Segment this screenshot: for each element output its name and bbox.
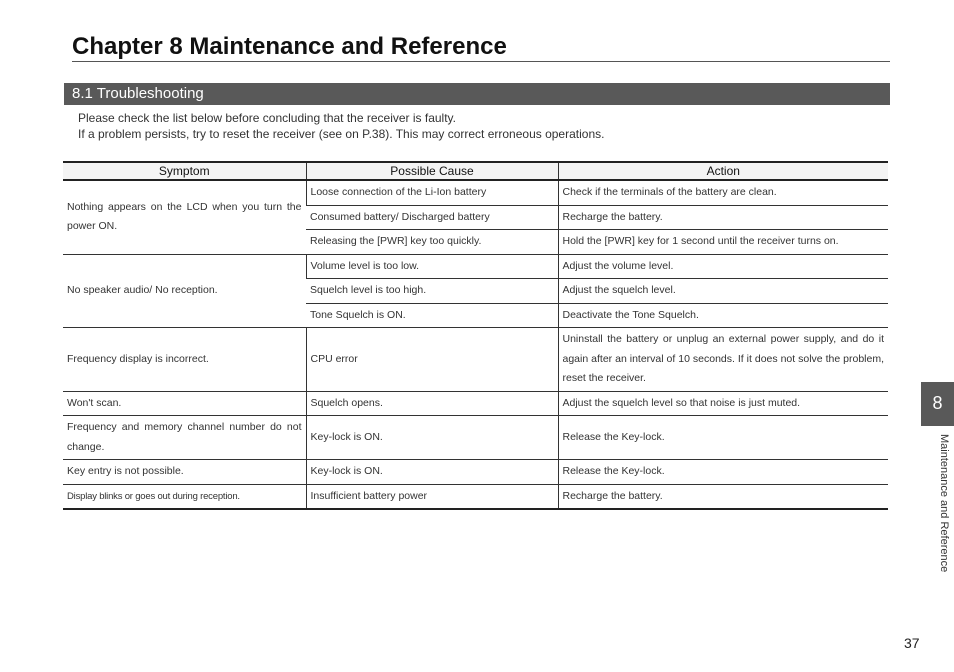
table-row [63,484,888,509]
table-row [63,460,888,485]
cause-cell: Key-lock is ON. [306,460,558,485]
action-cell: Deactivate the Tone Squelch. [558,303,888,328]
section-heading: 8.1 Troubleshooting [64,83,890,105]
symptom-cell: Frequency and memory channel number do not change. [63,416,306,460]
cause-cell: Squelch opens. [306,391,558,416]
table-row [63,328,888,392]
table-header-row [63,162,888,180]
action-cell: Adjust the volume level. [558,254,888,279]
intro-line: If a problem persists, try to reset the receiver (see on P.38). This may correct erroneous operations. [78,127,605,141]
cause-cell: CPU error [306,328,558,392]
symptom-cell: No speaker audio/ No reception. [63,254,306,328]
cause-cell: Loose connection of the Li-Ion battery [306,180,558,205]
cause-cell: Releasing the [PWR] key too quickly. [306,230,558,255]
intro-line: Please check the list below before concluding that the receiver is faulty. [78,111,456,125]
cause-cell: Volume level is too low. [306,254,558,279]
page-number: 37 [904,635,920,651]
header-action: Action [558,162,888,180]
table-row [63,391,888,416]
action-cell: Release the Key-lock. [558,416,888,460]
cause-cell: Tone Squelch is ON. [306,303,558,328]
chapter-tab: 8 [921,382,954,426]
cause-cell: Squelch level is too high. [306,279,558,304]
cause-cell: Consumed battery/ Discharged battery [306,205,558,230]
action-cell: Adjust the squelch level. [558,279,888,304]
header-symptom: Symptom [63,162,306,180]
action-cell: Hold the [PWR] key for 1 second until the receiver turns on. [558,230,888,255]
table-row [63,254,888,279]
header-possible-cause: Possible Cause [306,162,558,180]
action-cell: Adjust the squelch level so that noise is just muted. [558,391,888,416]
cause-cell: Insufficient battery power [306,484,558,509]
cause-cell: Key-lock is ON. [306,416,558,460]
symptom-cell: Nothing appears on the LCD when you turn the power ON. [63,180,306,254]
symptom-cell: Key entry is not possible. [63,460,306,485]
table-row [63,180,888,205]
action-cell: Recharge the battery. [558,205,888,230]
chapter-title: Chapter 8 Maintenance and Reference [72,31,890,62]
symptom-cell: Frequency display is incorrect. [63,328,306,392]
chapter-side-label: Maintenance and Reference [938,434,950,573]
action-cell: Uninstall the battery or unplug an external power supply, and do it again after an interval of 10 seconds. If it does not solve the problem, reset the receiver. [558,328,888,392]
action-cell: Check if the terminals of the battery are clean. [558,180,888,205]
action-cell: Recharge the battery. [558,484,888,509]
troubleshooting-table [63,161,888,510]
table-row [63,416,888,460]
symptom-cell: Display blinks or goes out during reception. [63,484,306,509]
intro-text [78,110,604,142]
symptom-cell: Won't scan. [63,391,306,416]
action-cell: Release the Key-lock. [558,460,888,485]
